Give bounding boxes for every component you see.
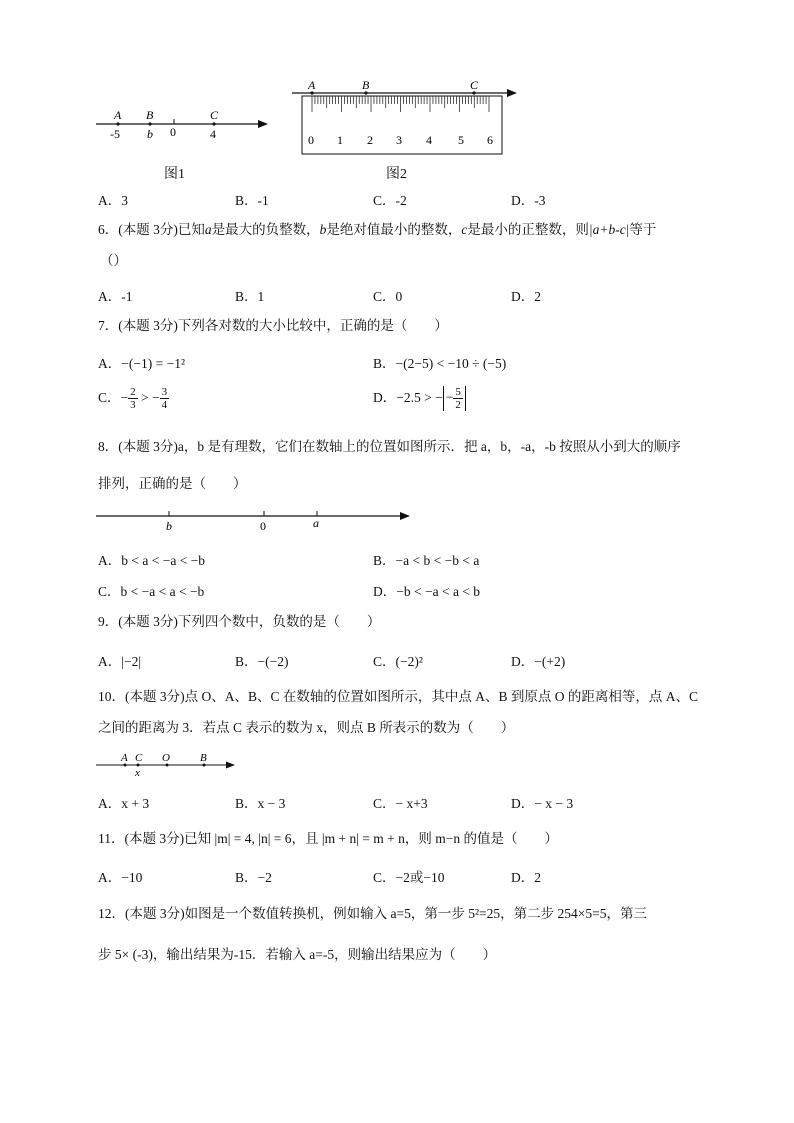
q8-label-0: 0 (260, 519, 266, 533)
q7-option-a-expr: −(−1) = −1² (121, 356, 185, 371)
q7-c-den2: 4 (161, 399, 168, 412)
fig2-tick-6: 6 (487, 133, 493, 147)
q7-c-num1: 2 (130, 386, 136, 399)
q9-option-b[interactable]: B．−(−2) (235, 654, 289, 669)
q6-option-c[interactable]: C．0 (373, 289, 403, 304)
q9-stem: 9．(本题 3分)下列四个数中，负数的是（ ） (98, 614, 381, 629)
q6-options (98, 285, 738, 305)
q8-stem-line1: 8．(本题 3分)a，b 是有理数，它们在数轴上的位置如图所示．把 a，b，-a，-b 按照从小到大的顺序 (98, 439, 681, 454)
q7-option-c-mid: > − (137, 390, 160, 405)
fig2-point-a: A (308, 78, 316, 92)
q8-option-d[interactable]: D．−b < −a < a < b (373, 584, 481, 599)
q12-stem-line1: 12．(本题 3分)如图是一个数值转换机，例如输入 a=5，第一步 5²=25，第二步 254×5=5，第三 (98, 906, 647, 921)
q5-option-d[interactable]: D．-3 (511, 193, 546, 208)
q10-option-c[interactable]: C．− x+3 (373, 796, 428, 811)
q9-option-c[interactable]: C．(−2)² (373, 654, 423, 669)
q6-text-c: 是绝对值最小的整数， (326, 222, 462, 237)
q7-option-c-fraction-1 (128, 386, 138, 411)
fig2-tick-2: 2 (367, 133, 373, 147)
q5-option-a[interactable]: A．3 (98, 193, 128, 208)
q10-stem-line1: 10．(本题 3分)点 O、A、B、C 在数轴的位置如图所示，其中点 A、B 到原点 O 的距离相等，点 A、C (98, 689, 699, 704)
q6-text-d: 是最小的正整数，则 (467, 222, 589, 237)
q7-d-num: 5 (455, 386, 461, 399)
q7-option-c-fraction-2 (160, 386, 170, 411)
q10-option-b[interactable]: B．x − 3 (235, 796, 286, 811)
q11-option-c[interactable]: C．−2或−10 (373, 870, 445, 885)
q7-option-a-label: A． (98, 356, 122, 371)
fig1-point-c: C (210, 108, 219, 122)
q7-option-c-sign: − (120, 390, 129, 405)
fig2-tick-4: 4 (426, 133, 432, 147)
figure-2-ruler (288, 76, 520, 158)
q8-label-a: a (313, 516, 319, 530)
fig1-tick-4: 4 (210, 127, 216, 141)
q6-var-b: b (319, 222, 327, 237)
q6-expression: |a+b-c| (588, 222, 630, 237)
q7-options-row2 (98, 386, 738, 420)
fig1-point-a: A (114, 108, 122, 122)
fig2-tick-0: 0 (308, 133, 314, 147)
q11-options (98, 866, 738, 886)
q7-option-d-fraction (453, 386, 463, 411)
q7-option-d-lhs: −2.5 > − (396, 390, 443, 405)
fig1-tick-neg5: -5 (110, 127, 120, 141)
q7-option-b-label: B． (373, 356, 396, 371)
q8-options-row1 (98, 549, 738, 569)
q6-option-d[interactable]: D．2 (511, 289, 541, 304)
q7-d-den: 2 (455, 399, 461, 412)
q10-label-o: O (162, 752, 170, 764)
q7-stem: 7．(本题 3分)下列各对数的大小比较中，正确的是（ ） (98, 318, 448, 333)
q7-option-d-abs: − $\frac{5}{2}$ (443, 386, 466, 411)
q8-option-a[interactable]: A．b < a < −a < −b (98, 553, 206, 568)
fig2-tick-1: 1 (337, 133, 343, 147)
q7-c-den1: 3 (130, 399, 136, 412)
fig2-point-b: B (362, 78, 370, 92)
figure-1-number-line (90, 100, 280, 150)
fig2-tick-3: 3 (396, 133, 402, 147)
q7-option-b-expr: −(2−5) < −10 ÷ (−5) (395, 356, 507, 371)
q9-option-a[interactable]: A．|−2| (98, 654, 142, 669)
q10-label-a: A (121, 752, 128, 764)
q6-var-a: a (204, 222, 212, 237)
ruler-ticks (312, 96, 489, 112)
q10-option-a[interactable]: A．x + 3 (98, 796, 150, 811)
q8-option-b[interactable]: B．−a < b < −b < a (373, 553, 480, 568)
fig1-tick-b: b (147, 127, 153, 141)
q8-options-row2 (98, 580, 738, 600)
q8-stem-line2: 排列，正确的是（ ） (98, 476, 247, 491)
q9-option-d[interactable]: D．−(+2) (511, 654, 566, 669)
q12-stem-line2: 步 5× (-3)，输出结果为-15．若输入 a=-5，则输出结果应为（ ） (98, 947, 497, 962)
q11-option-a[interactable]: A．−10 (98, 870, 143, 885)
q6-option-b[interactable]: B．1 (235, 289, 265, 304)
q7-option-d[interactable] (373, 386, 466, 411)
q10-stem-line2: 之间的距离为 3．若点 C 表示的数为 x，则点 B 所表示的数为（ ） (98, 720, 515, 735)
q10-label-c: C (135, 752, 143, 764)
q8-label-b: b (166, 519, 172, 533)
q10-options (98, 792, 738, 812)
fig1-point-b: B (146, 108, 154, 122)
fig2-point-c: C (470, 78, 479, 92)
q6-var-c: c (461, 222, 468, 237)
q10-option-d[interactable]: D．− x − 3 (511, 796, 574, 811)
figure-2-caption: 图2 (386, 167, 407, 182)
q5-option-b[interactable]: B．-1 (235, 193, 269, 208)
q5-options (98, 189, 738, 209)
q8-number-line (92, 506, 416, 536)
q5-option-c[interactable]: C．-2 (373, 193, 407, 208)
q10-label-x: x (135, 767, 140, 779)
q11-stem: 11．(本题 3分)已知 |m| = 4, |n| = 6，且 |m + n| = m + n，则 m−n 的值是（ ） (98, 831, 559, 846)
q10-number-line (92, 749, 242, 779)
q7-option-a[interactable] (98, 352, 185, 372)
q7-option-b[interactable] (373, 352, 506, 372)
q10-label-b: B (200, 752, 207, 764)
q6-stem (98, 220, 738, 240)
q8-option-c[interactable]: C．b < −a < a < −b (98, 584, 205, 599)
fig2-tick-5: 5 (458, 133, 464, 147)
q9-options (98, 650, 738, 670)
q6-text-e: 等于 (629, 222, 657, 237)
q6-text-a: 6．(本题 3分)已知 (98, 222, 205, 237)
q7-option-c[interactable] (98, 386, 169, 411)
q6-option-a[interactable]: A．-1 (98, 289, 133, 304)
fig1-tick-0: 0 (170, 125, 176, 139)
q11-option-b[interactable]: B．−2 (235, 870, 272, 885)
q7-option-c-label: C． (98, 390, 121, 405)
q6-text-b: 是最大的负整数， (211, 222, 320, 237)
q11-option-d[interactable]: D．2 (511, 870, 541, 885)
q6-stem-line2: （） (100, 253, 127, 268)
q7-c-num2: 3 (161, 386, 168, 399)
figure-1-caption: 图1 (164, 167, 185, 182)
q7-options-row1 (98, 352, 738, 372)
q7-option-d-label: D． (373, 390, 397, 405)
